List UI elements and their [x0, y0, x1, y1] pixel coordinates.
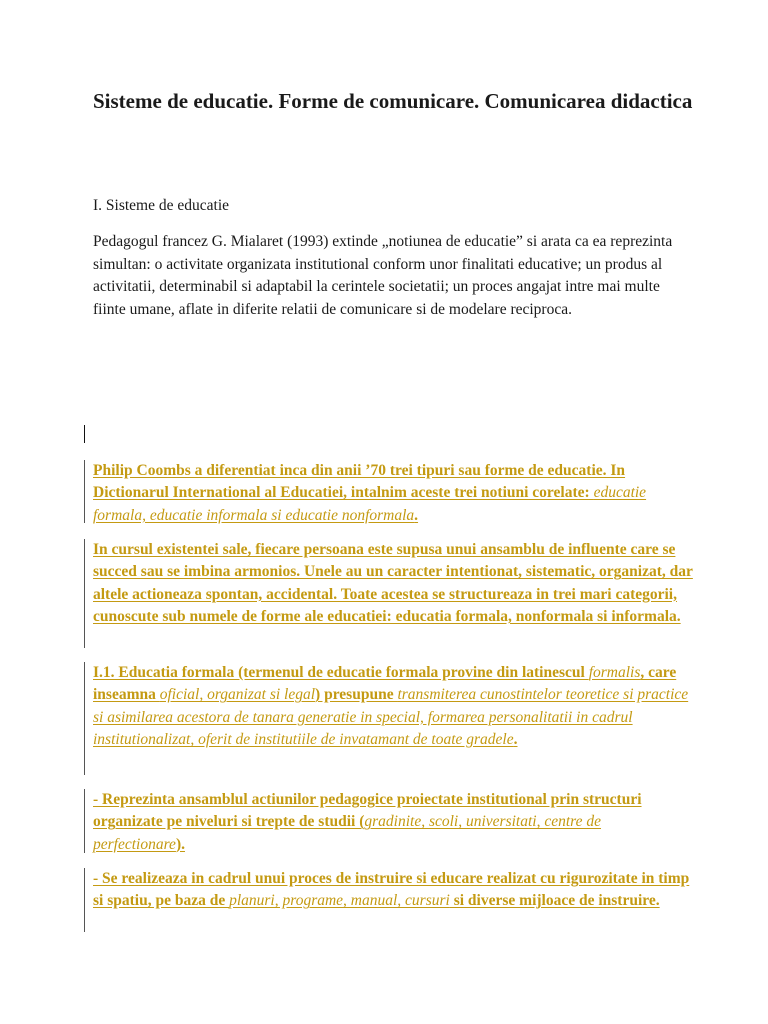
inserted-text: Philip Coombs a diferentiat inca din anii ’70 trei tipuri sau forme de educatie. In Dictionarul International al Educatiei, intalnim aceste trei notiuni corelate	[93, 462, 626, 502]
inserted-text-italic: gradinite, scoli, universitati, centre de perfectionare	[93, 813, 601, 853]
change-bar	[84, 662, 85, 775]
change-bar	[84, 460, 85, 523]
tracked-paragraph-se-realizeaza[interactable]	[93, 868, 693, 913]
inserted-text-italic: oficial, organizat si legal	[159, 686, 316, 704]
inserted-text: - Reprezinta ansamblul actiunilor pedagogice proiectate institutional prin structuri organizate pe niveluri si trepte de studii (	[93, 791, 642, 831]
inserted-text: I.1. Educatia formala (termenul de educatie formala provine din latinescul	[93, 664, 589, 681]
inserted-text: ).	[175, 835, 185, 853]
document-title: Sisteme de educatie. Forme de comunicare. Comunicarea didactica	[93, 89, 693, 113]
section-heading: I. Sisteme de educatie	[93, 197, 230, 214]
tracked-paragraph-influente[interactable]	[93, 539, 693, 628]
inserted-text: si diverse mijloace de instruire.	[449, 892, 660, 910]
change-bar	[84, 539, 85, 648]
inserted-text-italic: educatie formala, educatie informala si educatie nonformala	[93, 484, 647, 524]
inserted-text: , care inseamna	[93, 664, 677, 704]
text-cursor	[84, 425, 85, 443]
inserted-text-italic: formalis	[588, 664, 641, 681]
inserted-text: .	[414, 506, 419, 524]
inserted-text: :	[584, 484, 594, 502]
tracked-paragraph-educatia-formala[interactable]	[93, 662, 693, 751]
inserted-text-italic: planuri, programe, manual, cursuri	[229, 892, 450, 910]
inserted-text: .	[513, 730, 518, 748]
tracked-paragraph-coombs[interactable]	[93, 460, 693, 527]
change-bar	[84, 789, 85, 853]
inserted-text: In cursul existentei sale, fiecare persoana este supusa unui ansamblu de influente care se succed sau se imbina armonios. Unele au un caracter intentionat, sistematic, organizat, dar altele actioneaza spontan, accidental. Toate acestea se structureaza in trei mari categorii, cunoscute sub numele de forme ale educatiei: educatia formala, nonformala si informala.	[93, 541, 693, 625]
change-bar	[84, 868, 85, 932]
inserted-text-italic: transmiterea cunostintelor teoretice si practice si asimilarea acestora de tanara generatie in special, formarea personalitatii in cadrul institutionalizat, oferit de institutiile de invatamant de toate gradele	[93, 686, 689, 748]
tracked-paragraph-reprezinta[interactable]	[93, 789, 693, 856]
inserted-text: - Se realizeaza in cadrul unui proces de instruire si educare realizat cu rigurozitate in timp si spatiu, pe baza de	[93, 870, 690, 910]
inserted-text: ) presupune	[315, 686, 398, 704]
intro-paragraph: Pedagogul francez G. Mialaret (1993) extinde „notiunea de educatie” si arata ca ea reprezinta simultan: o activitate organizata institutional conform unor finalitati educative; un produs al activitatii, determinabil si adaptabil la cerintele societatii; un proces angajat intre mai multe fiinte umane, aflate in diferite relatii de comunicare si de modelare reciproca.	[93, 233, 673, 318]
